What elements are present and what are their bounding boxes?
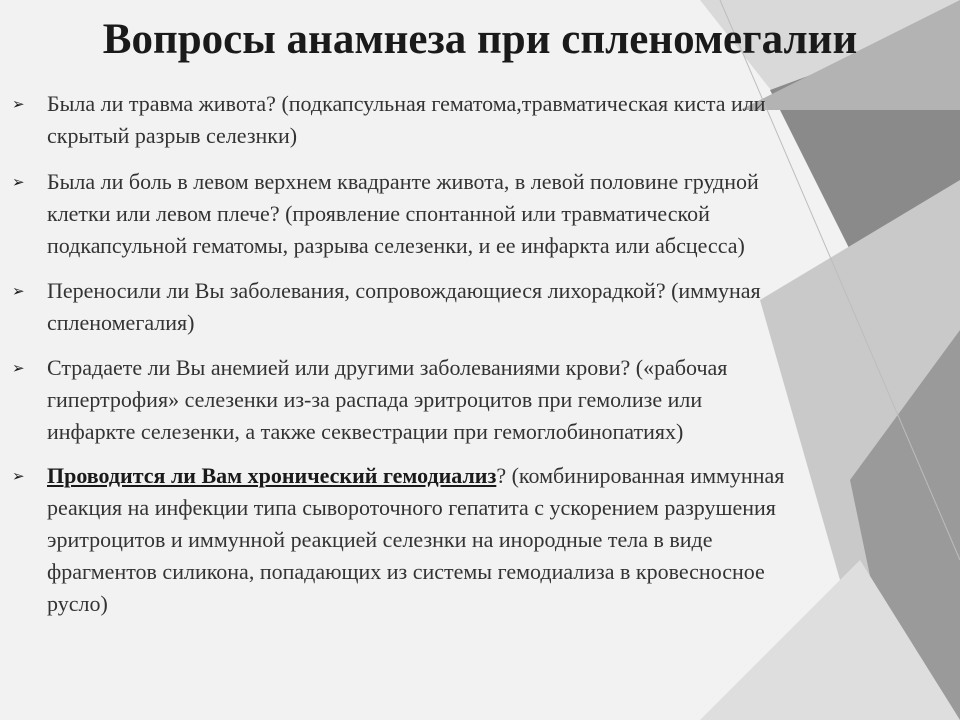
bullet-line-rest: ? (комбинированная иммунная — [496, 463, 785, 488]
bullet-line: инфаркте селезенки, а также секвестрации при гемоглобинопатиях) — [47, 419, 684, 444]
bullet-line: гипертрофия» селезенки из-за распада эритроцитов при гемолизе или — [47, 387, 703, 412]
bullet-text — [47, 460, 952, 620]
bullet-text — [47, 275, 952, 339]
bullet-text — [47, 166, 952, 262]
arrow-bullet-icon: ➢ — [12, 173, 25, 191]
bullet-line: спленомегалия) — [47, 310, 195, 335]
bullet-text — [47, 88, 952, 152]
bullet-line: русло) — [47, 591, 108, 616]
arrow-bullet-icon: ➢ — [12, 282, 25, 300]
bullet-line: Была ли травма живота? (подкапсульная гематома,травматическая киста или — [47, 91, 766, 116]
bullet-line: Страдаете ли Вы анемией или другими заболеваниями крови? («рабочая — [47, 355, 728, 380]
arrow-bullet-icon: ➢ — [12, 95, 25, 113]
bullet-line: фрагментов силикона, попадающих из системы гемодиализа в кровесносное — [47, 559, 765, 584]
bullet-text — [47, 352, 952, 448]
bullet-line: подкапсульной гематомы, разрыва селезенки, и ее инфаркта или абсцесса) — [47, 233, 745, 258]
arrow-bullet-icon: ➢ — [12, 359, 25, 377]
bullet-line: эритроцитов и иммунной реакцией селезнки на инородные тела в виде — [47, 527, 713, 552]
bullet-bold-lead: Проводится ли Вам хронический гемодиализ — [47, 463, 497, 488]
bullet-line — [47, 460, 952, 492]
bullet-line: Переносили ли Вы заболевания, сопровождающиеся лихорадкой? (иммуная — [47, 278, 761, 303]
arrow-bullet-icon: ➢ — [12, 467, 25, 485]
slide-title: Вопросы анамнеза при спленомегалии — [102, 16, 858, 63]
bullet-line: скрытый разрыв селезнки) — [47, 123, 298, 148]
bullet-line: реакция на инфекции типа сывороточного гепатита с ускорением разрушения — [47, 495, 776, 520]
bullet-line: Была ли боль в левом верхнем квадранте живота, в левой половине грудной — [47, 169, 759, 194]
bullet-line: клетки или левом плече? (проявление спонтанной или травматической — [47, 201, 710, 226]
